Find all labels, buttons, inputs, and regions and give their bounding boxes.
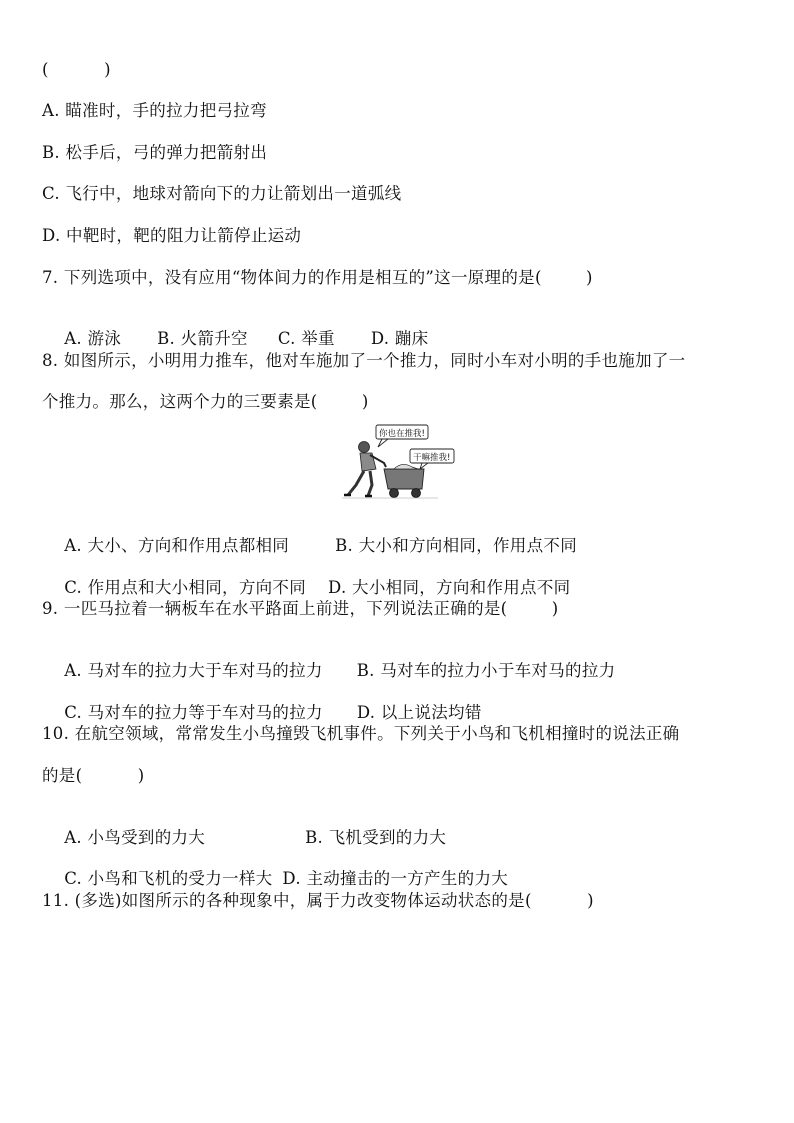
q6-option-c: C. 飞行中，地球对箭向下的力让箭划出一道弧线: [42, 184, 402, 203]
q10-stem-line2: 的是( ): [42, 766, 145, 785]
q9-option-b: B. 马对车的拉力小于车对马的拉力: [356, 661, 616, 680]
q10-option-b: B. 飞机受到的力大: [305, 828, 447, 847]
speech-bubble-1-tail: [378, 439, 388, 447]
q8-option-c: C. 作用点和大小相同，方向不同: [64, 578, 307, 597]
q10-stem-line1: 10. 在航空领域，常常发生小鸟撞毁飞机事件。下列关于小鸟和飞机相撞时的说法正确: [42, 724, 680, 743]
q6-option-a: A. 瞄准时，手的拉力把弓拉弯: [42, 101, 267, 120]
q8-option-a: A. 大小、方向和作用点都相同: [64, 536, 290, 555]
q7-stem: 7. 下列选项中，没有应用“物体间力的作用是相互的”这一原理的是( ): [42, 268, 593, 287]
speech-bubble-2-tail: [420, 463, 428, 469]
q7-option-d: D. 蹦床: [370, 329, 429, 348]
q8-stem-line1: 8. 如图所示，小明用力推车，他对车施加了一个推力，同时小车对小明的手也施加了一: [42, 351, 686, 370]
speech-bubble-1-text: 你也在推我!: [379, 429, 425, 439]
q8-option-b: B. 大小和方向相同，作用点不同: [335, 536, 578, 555]
q11-stem: 11. (多选)如图所示的各种现象中，属于力改变物体运动状态的是( ): [42, 891, 594, 910]
boy-figure: [344, 442, 386, 497]
q9-stem: 9. 一匹马拉着一辆板车在水平路面上前进，下列说法正确的是( ): [42, 599, 559, 618]
q7-option-b: B. 火箭升空: [157, 329, 248, 348]
q9-option-d: D. 以上说法均错: [356, 703, 482, 722]
cart-figure: [342, 464, 438, 498]
speech-bubble-2-text: 干嘛推我!: [413, 453, 451, 463]
q10-option-d: D. 主动撞击的一方产生的力大: [282, 869, 509, 888]
q7-option-a: A. 游泳: [64, 329, 122, 348]
q8-figure-illustration: [338, 423, 458, 499]
q8-option-d: D. 大小相同，方向和作用点不同: [328, 578, 571, 597]
q8-stem-line2: 个推力。那么，这两个力的三要素是( ): [42, 392, 369, 411]
q6-answer-bracket: ( ): [42, 60, 111, 79]
q6-option-b: B. 松手后，弓的弹力把箭射出: [42, 143, 268, 162]
q9-option-a: A. 马对车的拉力大于车对马的拉力: [64, 661, 323, 680]
q10-option-a: A. 小鸟受到的力大: [64, 828, 206, 847]
q8-figure-boy-pushing-cart: [338, 423, 458, 499]
q9-option-c: C. 马对车的拉力等于车对马的拉力: [64, 703, 323, 722]
q7-option-c: C. 举重: [277, 329, 335, 348]
q10-option-c: C. 小鸟和飞机的受力一样大: [64, 869, 273, 888]
q6-option-d: D. 中靶时，靶的阻力让箭停止运动: [42, 226, 302, 245]
